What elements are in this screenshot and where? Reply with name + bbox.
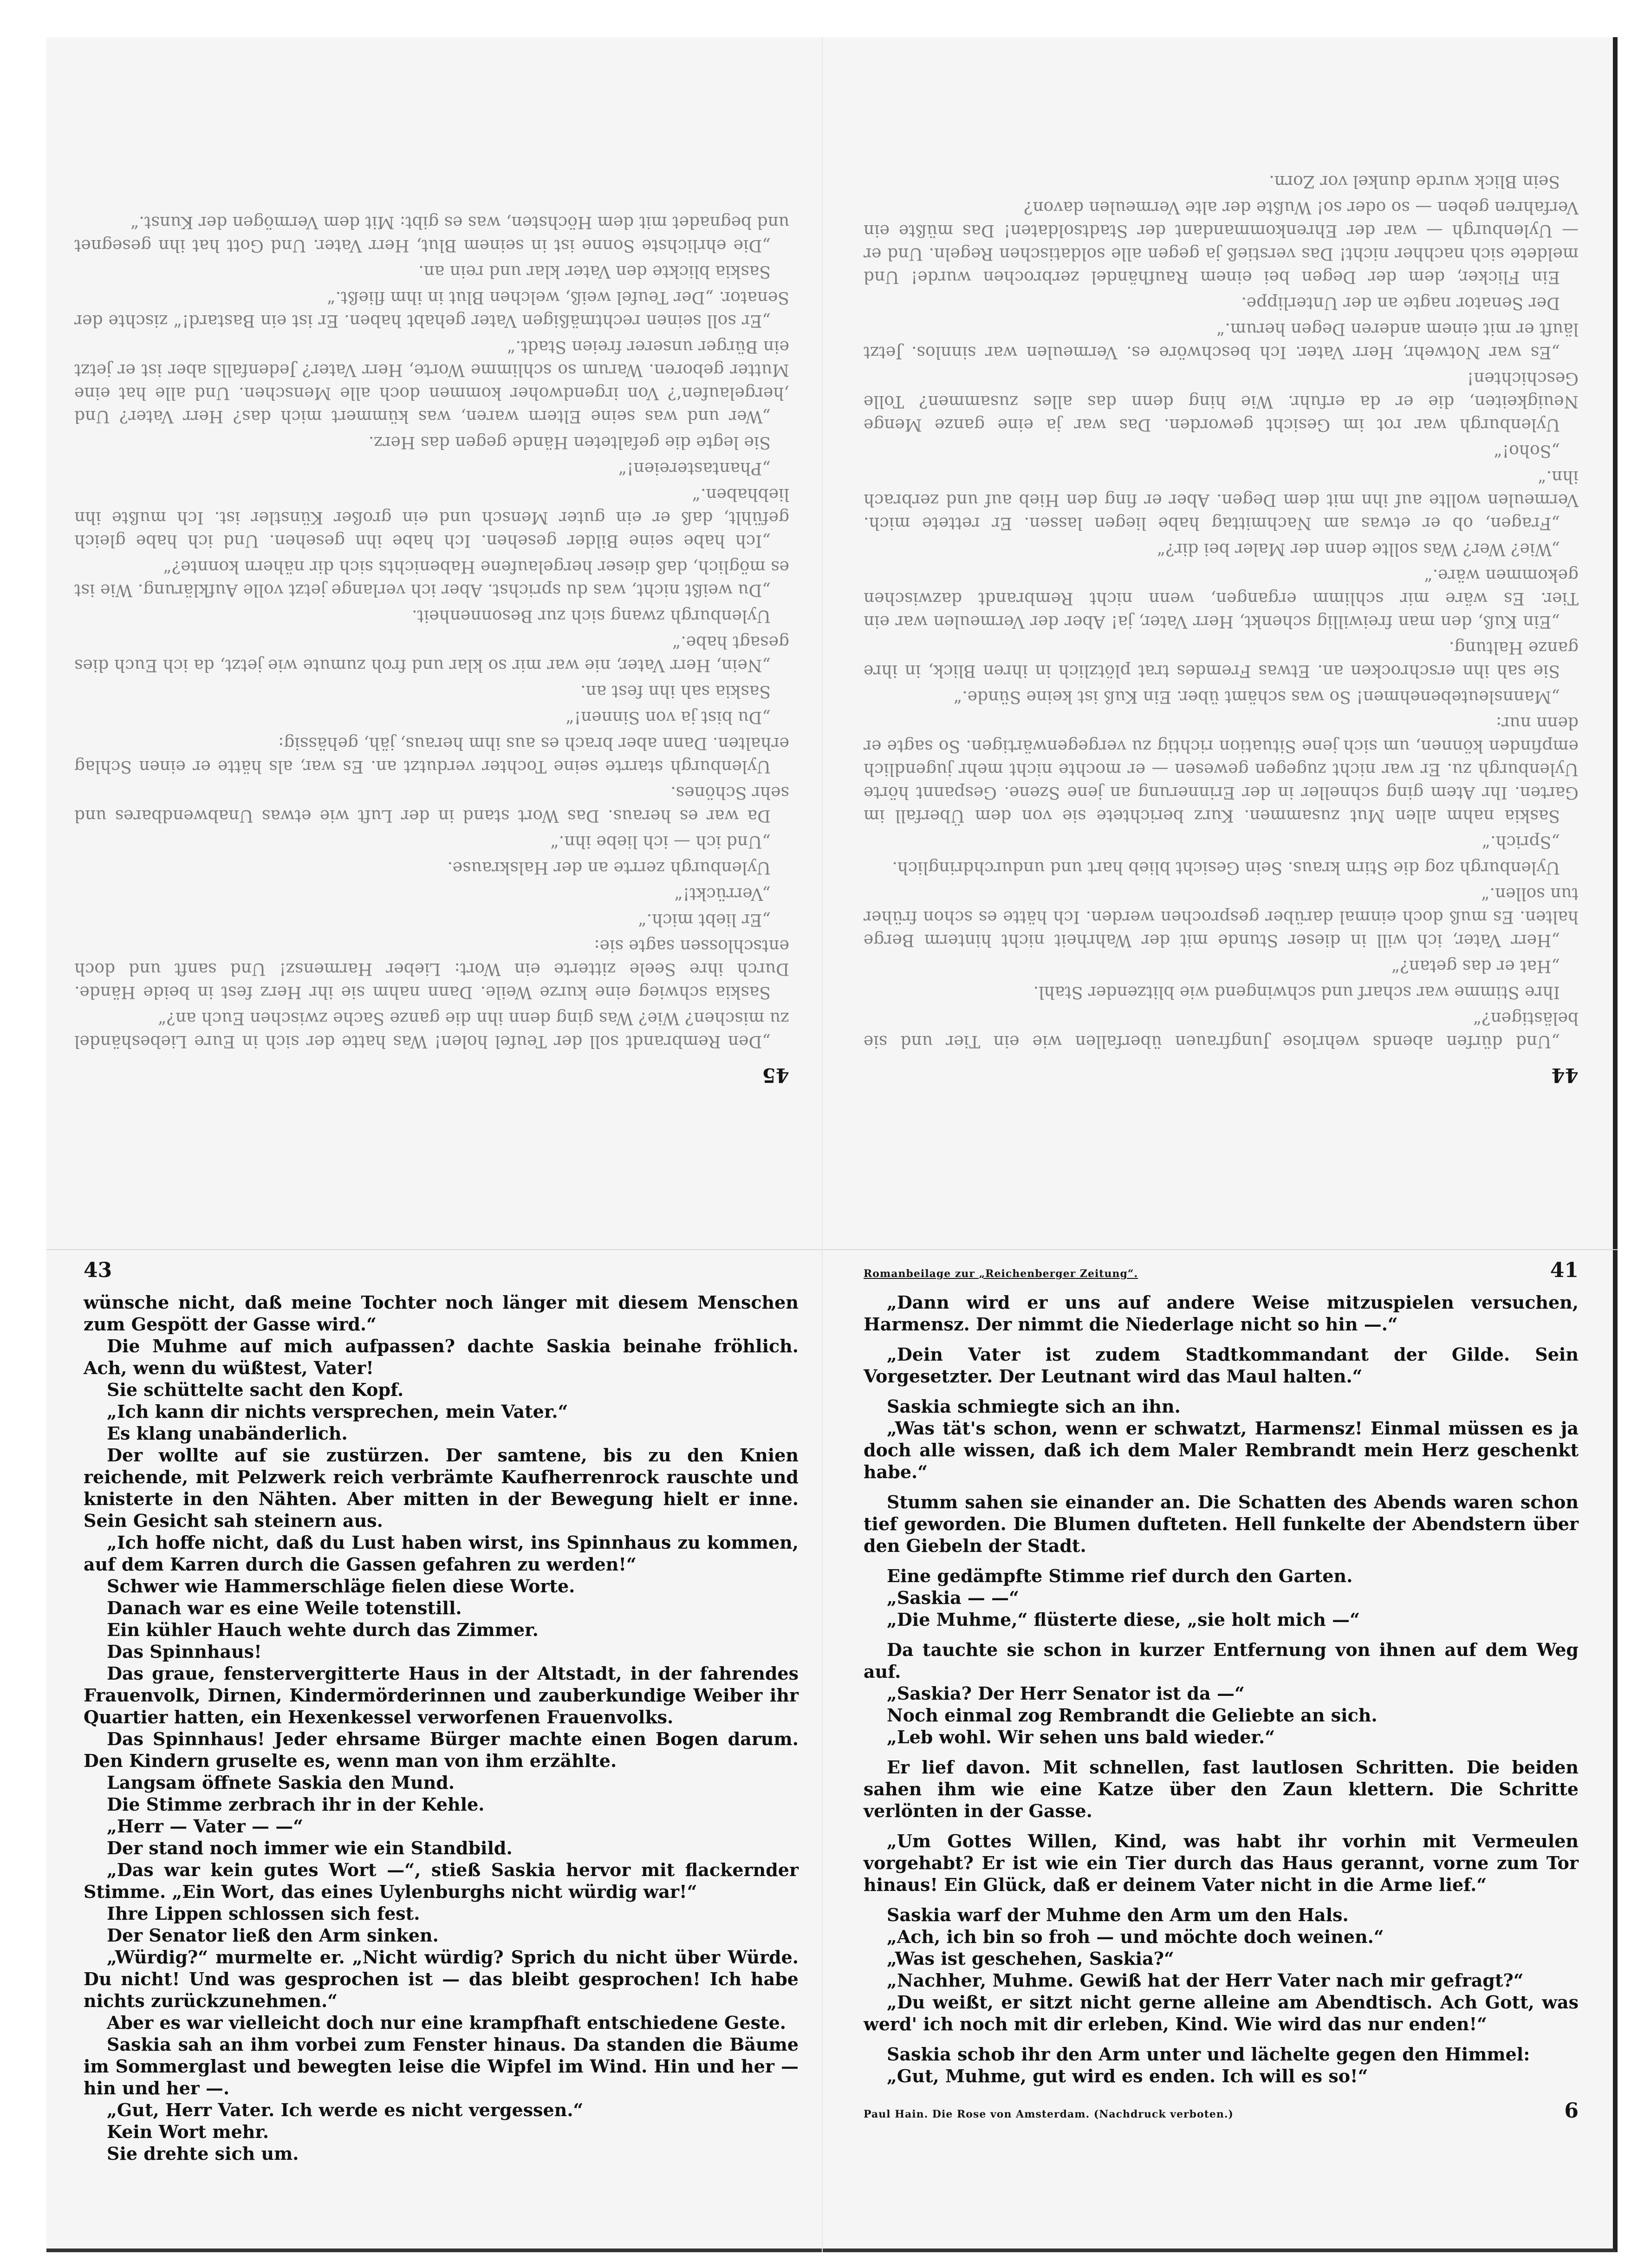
paragraph: Saskia schwieg eine kurze Weile. Dann nahm sie ihr Herz fest in beide Hände. Durch ihre Seele zitterte ein Wort: Lieber Harmensz! Und sanft und doch entschlossen sagte sie: xyxy=(74,936,789,1002)
paragraph: „Herr Vater, ich will in dieser Stunde mit der Wahrheit nicht hinterm Berge halten. Es muß doch einmal darüber gesprochen werden. Ich hätte es schon früher tun sollen.“ xyxy=(864,884,1579,950)
paragraph: „Den Rembrandt soll der Teufel holen! Was hatte der sich in Eure Liebeshändel zu mischen? Wie? Was ging denn ihn die ganze Sache zwischen Euch an?“ xyxy=(74,1009,789,1051)
paragraph: „Herr — Vater — —“ xyxy=(107,1816,304,1837)
paragraph: „Hat er das getan?“ xyxy=(1391,957,1560,976)
paragraph: Saskia blickte den Vater klar und rein an. xyxy=(418,262,771,281)
paragraph: Saskia nahm allen Mut zusammen. Kurz berichtete sie von dem Überfall im Garten. Ihr Atem ging schneller in der Erinnerung an jene Szene. Gespannt hörte Uylenburgh zu. Er war nicht zugegen gewesen — er mochte nicht mehr jugendlich empfinden können, um sich jene Situation richtig zu vergegenwärtigen. So sagte er denn nur: xyxy=(864,713,1579,825)
paragraph: „Die Muhme,“ flüsterte diese, „sie holt mich —“ xyxy=(887,1609,1360,1630)
page-number: 43 xyxy=(84,1258,112,1282)
paragraph: „Was tät's schon, wenn er schwatzt, Harmensz! Einmal müssen es ja doch alle wissen, daß ich dem Maler Rembrandt mein Herz geschenkt habe.“ xyxy=(864,1418,1579,1482)
paragraph: Saskia warf der Muhme den Arm um den Hals. xyxy=(887,1904,1349,1925)
paragraph: „Gut, Herr Vater. Ich werde es nicht vergessen.“ xyxy=(107,2099,584,2120)
paragraph: „Wie? Wer? Was sollte denn der Maler bei dir?“ xyxy=(1157,540,1560,559)
paragraph: „Saskia? Der Herr Senator ist da —“ xyxy=(887,1683,1245,1704)
paragraph: Die Muhme auf mich aufpassen? dachte Saskia beinahe fröhlich. Ach, wenn du wüßtest, Vater! xyxy=(84,1336,799,1378)
paragraph: Ein Flicker, dem der Degen bei einem Raufhändel zerbrochen wurde! Und meldete sich nachher nicht! Das verstieß ja gegen alle soldatischen Regeln. Und er — Uylenburgh — war der Ehrenkommandant der Stadtsoldaten! Das müßte ein Verfahren geben — so oder so! Wußte der alte Vermeulen davon? xyxy=(864,198,1579,287)
paragraph: Saskia sah ihn fest an. xyxy=(580,682,771,701)
back-page-44-text xyxy=(864,169,1579,1053)
paragraph: „Würdig?“ murmelte er. „Nicht würdig? Sprich du nicht über Würde. Du nicht! Und was gesprochen ist — das bleibt gesprochen! Ich habe nichts zurückzunehmen.“ xyxy=(84,1947,799,2011)
paragraph: Saskia schmiegte sich an ihn. xyxy=(887,1396,1181,1417)
paragraph: Er lief davon. Mit schnellen, fast lautlosen Schritten. Die beiden sahen ihm wie eine Katze über den Zaun klettern. Die Schritte verlönten in der Gasse. xyxy=(864,1757,1579,1821)
paragraph: Uylenburgh starrte seine Tochter verdutzt an. Es war, als hätte er einen Schlag erhalten. Dann aber brach es aus ihm heraus, jäh, gehässig: xyxy=(74,734,789,776)
page-footer xyxy=(864,2099,1579,2123)
page-number: 45 xyxy=(762,1064,789,1087)
paragraph: Saskia sah an ihm vorbei zum Fenster hinaus. Da standen die Bäume im Sommerglast und bewegten leise die Wipfel im Wind. Hin und her — hin und her —. xyxy=(84,2034,799,2099)
page-header xyxy=(864,1258,1579,1282)
page-number: 41 xyxy=(1550,1258,1579,1282)
paragraph: Ihre Lippen schlossen sich fest. xyxy=(107,1903,420,1924)
paragraph: Das graue, fenstervergitterte Haus in der Altstadt, in der fahrendes Frauenvolk, Dirnen, Kindermörderinnen und zauberkundige Weiber ihr Quartier hatten, ein Hexenkessel verworfenen Frauenvolks. xyxy=(84,1663,799,1727)
paragraph: „Ich kann dir nichts versprechen, mein Vater.“ xyxy=(107,1401,568,1422)
paragraph: Langsam öffnete Saskia den Mund. xyxy=(107,1772,455,1793)
paragraph: „Wer und was seine Eltern waren, was kümmert mich das? Herr Vater? Und ‚hergelaufen‘? Von irgendwoher kommen doch alle Menschen. Und alle hat eine Mutter geboren. Warum so schlimme Worte, Herr Vater? Jedenfalls aber ist er jetzt ein Bürger unserer freien Stadt.“ xyxy=(74,337,789,426)
back-page-45-text xyxy=(74,210,789,1053)
paragraph: „Fragen, ob er etwas am Nachmittag habe liegen lassen. Er rettete mich. Vermeulen wollte auf ihn mit dem Degen. Aber er fing den Hieb auf und zerbrach ihn.“ xyxy=(864,467,1579,533)
paragraph: Da war es heraus. Das Wort stand in der Luft wie etwas Unabwendbares und sehr Schönes. xyxy=(74,783,789,825)
page-43 xyxy=(84,1258,799,2164)
paragraph: Der Senator ließ den Arm sinken. xyxy=(107,1925,439,1946)
paragraph: Eine gedämpfte Stimme rief durch den Garten. xyxy=(887,1565,1353,1586)
paragraph: „Es war Notwehr, Herr Vater. Ich beschwöre es. Vermeulen war sinnlos. Jetzt läuft er mit einem anderen Degen herum.“ xyxy=(864,319,1579,362)
page-41 xyxy=(864,1258,1579,2123)
back-page-44 xyxy=(864,172,1579,1087)
paragraph: Da tauchte sie schon in kurzer Entfernung von ihnen auf dem Weg auf. xyxy=(864,1639,1579,1682)
paragraph: „Phantastereien!“ xyxy=(618,459,771,478)
paragraph: Stumm sahen sie einander an. Die Schatten des Abends waren schon tief geworden. Die Blumen dufteten. Hell funkelte der Abendstern über den Giebeln der Stadt. xyxy=(864,1492,1579,1556)
paragraph: Die Stimme zerbrach ihr in der Kehle. xyxy=(107,1794,485,1815)
paragraph: „Verrückt!“ xyxy=(674,884,771,903)
paragraph: „Saskia — —“ xyxy=(887,1587,1020,1608)
paragraph: Uylenburgh war rot im Gesicht geworden. Das war ja eine ganze Menge Neuigkeiten, die er da erfuhr. Wie hing denn das alles zusammen? Tolle Geschichten! xyxy=(864,369,1579,434)
paragraph: Sie drehte sich um. xyxy=(107,2143,299,2164)
paragraph: „Er soll seinen rechtmäßigen Vater gehabt haben. Er ist ein Bastard!“ zischte der Senator. „Der Teufel weiß, welchen Blut in ihm fließt.“ xyxy=(74,288,789,330)
paragraph: Noch einmal zog Rembrandt die Geliebte an sich. xyxy=(887,1705,1378,1726)
paragraph: Danach war es eine Weile totenstill. xyxy=(107,1597,462,1618)
paragraph: Der wollte auf sie zustürzen. Der samtene, bis zu den Knien reichende, mit Pelzwerk reich verbrämte Kaufherrenrock rauschte und knisterte in den Nähten. Aber mitten in der Bewegung hielt er inne. Sein Gesicht sah steinern aus. xyxy=(84,1445,799,1531)
paragraph: Sie sah ihn erschrocken an. Etwas Fremdes trat plötzlich in ihren Blick, in ihre ganze Haltung. xyxy=(864,638,1579,680)
paragraph: Uylenburgh zog die Stirn kraus. Sein Gesicht blieb hart und undurchdringlich. xyxy=(892,858,1560,877)
back-page-45 xyxy=(74,195,789,1087)
paragraph: „Er liebt mich.“ xyxy=(638,910,771,929)
paragraph: Das Spinnhaus! Jeder ehrsame Bürger machte einen Bogen darum. Den Kindern gruselte es, wenn man von ihm erzählte. xyxy=(84,1728,799,1771)
paragraph: Ein kühler Hauch wehte durch das Zimmer. xyxy=(107,1619,539,1640)
paragraph: „Dein Vater ist zudem Stadtkommandant der Gilde. Sein Vorgesetzter. Der Leutnant wird das Maul halten.“ xyxy=(864,1344,1579,1387)
paragraph: Schwer wie Hammerschläge fielen diese Worte. xyxy=(107,1576,575,1597)
paragraph: „Ich hoffe nicht, daß du Lust haben wirst, ins Spinnhaus zu kommen, auf dem Karren durch die Gassen gefahren zu werden!“ xyxy=(84,1532,799,1575)
paragraph: „Was ist geschehen, Saskia?“ xyxy=(887,1948,1174,1969)
running-head: Romanbeilage zur „Reichenberger Zeitung“. xyxy=(864,1268,1138,1280)
paragraph: „Ich habe seine Bilder gesehen. Ich habe ihn gesehen. Und ich habe gleich gefühlt, daß er ein guter Mensch und ein großer Künstler ist. Ich mußte ihn liebhaben.“ xyxy=(74,485,789,550)
paragraph: Sein Blick wurde dunkel vor Zorn. xyxy=(1269,172,1560,191)
page-41-text xyxy=(864,1291,1579,2087)
author-credit: Paul Hain. Die Rose von Amsterdam. (Nachdruck verboten.) xyxy=(864,2108,1234,2120)
paragraph: Das Spinnhaus! xyxy=(107,1641,262,1662)
paragraph: „Du weißt nicht, was du sprichst. Aber ich verlange jetzt volle Aufklärung. Wie ist es möglich, daß dieser hergelaufene Habenichts sich dir nähern konnte?“ xyxy=(74,557,789,600)
paragraph: „Sprich.“ xyxy=(1482,832,1560,851)
paragraph: Kein Wort mehr. xyxy=(107,2121,269,2142)
paragraph: „Ein Kuß, den man freiwillig schenkt, Herr Vater, ja! Aber der Vermeulen war ein Tier. Es wäre mir schlimm ergangen, wenn nicht Rembrandt dazwischen gekommen wäre.“ xyxy=(864,566,1579,631)
fold-line xyxy=(46,1249,1618,1250)
paragraph: Sie schüttelte sacht den Kopf. xyxy=(107,1379,404,1400)
paragraph: Uylenburgh zerrte an der Halskrause. xyxy=(447,858,771,877)
paragraph: Der stand noch immer wie ein Standbild. xyxy=(107,1838,513,1858)
paragraph: „Mannsleutebenehmen! So was schämt über. Ein Kuß ist keine Sünde.“ xyxy=(953,687,1560,706)
paragraph: „Nein, Herr Vater, nie war mir so klar und froh zumute wie jetzt, da ich Euch dies gesagt habe.“ xyxy=(74,632,789,675)
paragraph: Der Senator nagte an der Unterlippe. xyxy=(1241,293,1560,313)
column-gutter xyxy=(822,37,823,2252)
paragraph: „Nachher, Muhme. Gewiß hat der Herr Vater nach mir gefragt?“ xyxy=(887,1970,1524,1991)
paragraph: wünsche nicht, daß meine Tochter noch länger mit diesem Menschen zum Gespött der Gasse wird.“ xyxy=(84,1292,799,1335)
paragraph: „Um Gottes Willen, Kind, was habt ihr vorhin mit Vermeulen vorgehabt? Er ist wie ein Tier durch das Haus gerannt, vorne zum Tor hinaus! Ein Glück, daß er deinem Vater nicht in die Arme lief.“ xyxy=(864,1831,1579,1895)
paragraph: „Du bist ja von Sinnen!“ xyxy=(565,708,771,727)
page-number: 44 xyxy=(1551,1064,1579,1087)
paragraph: Es klang unabänderlich. xyxy=(107,1423,348,1444)
paragraph: „Du weißt, er sitzt nicht gerne alleine am Abendtisch. Ach Gott, was werd' ich noch mit dir erleben, Kind. Wie wird das nur enden!“ xyxy=(864,1992,1579,2034)
paragraph: Aber es war vielleicht doch nur eine krampfhaft entschiedene Geste. xyxy=(107,2012,786,2033)
paragraph: „Leb wohl. Wir sehen uns bald wieder.“ xyxy=(887,1727,1275,1747)
page-43-text xyxy=(84,1291,799,2164)
paragraph: „Ach, ich bin so froh — und möchte doch weinen.“ xyxy=(887,1926,1384,1947)
paragraph: Uylenburgh zwang sich zur Besonnenheit. xyxy=(412,606,771,626)
page-header xyxy=(84,1258,799,1282)
paragraph: „Dann wird er uns auf andere Weise mitzuspielen versuchen, Harmensz. Der nimmt die Niederlage nicht so hin —.“ xyxy=(864,1292,1579,1335)
paragraph: „Die ehrlichste Sonne ist in seinem Blut, Herr Vater. Und Gott hat ihn gesegnet und begnadet mit dem Höchsten, was es gibt: Mit dem Vermögen der Kunst.“ xyxy=(74,213,789,255)
paragraph: „Gut, Muhme, gut wird es enden. Ich will es so!“ xyxy=(887,2066,1368,2086)
paragraph: Saskia schob ihr den Arm unter und lächelte gegen den Himmel: xyxy=(887,2044,1530,2065)
paragraph: Sie legte die gefalteten Hände gegen das Herz. xyxy=(368,433,771,452)
paragraph: Ihre Stimme war scharf und schwingend wie blitzender Stahl. xyxy=(1033,983,1560,1002)
paragraph: „Und ich — ich liebe ihn.“ xyxy=(550,832,771,851)
paragraph: „Und dürfen abends wehrlose Jungfrauen überfallen wie ein Tier und sie belästigen?“ xyxy=(864,1009,1579,1051)
paragraph: „Das war kein gutes Wort —“, stieß Saskia hervor mit flackernder Stimme. „Ein Wort, das eines Uylenburghs nicht würdig war!“ xyxy=(84,1859,799,1902)
paragraph: „Soho!“ xyxy=(1494,441,1560,460)
sheet-signature: 6 xyxy=(1564,2099,1579,2123)
